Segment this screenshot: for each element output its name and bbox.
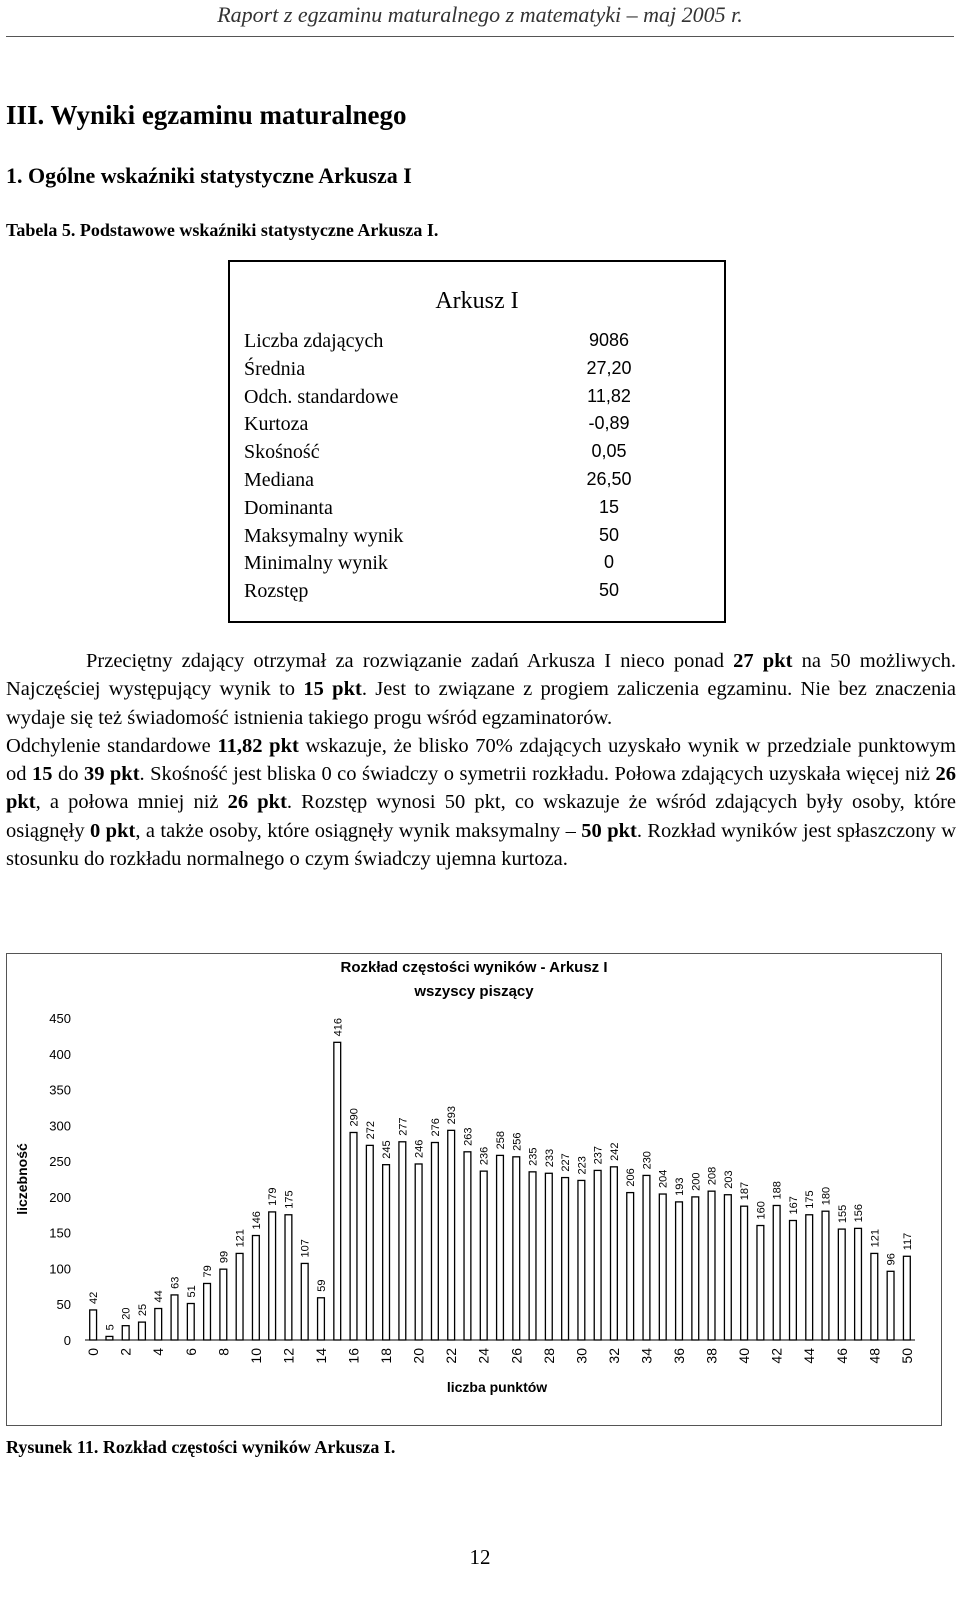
x-tick-label: 20: [410, 1348, 427, 1364]
stat-row: [244, 413, 710, 441]
section-heading: III. Wyniki egzaminu maturalnego: [6, 100, 407, 130]
y-tick-label: 150: [49, 1225, 71, 1241]
y-tick-label: 400: [49, 1046, 71, 1062]
y-tick-label: 200: [49, 1189, 71, 1205]
stat-value: 50: [598, 524, 620, 545]
bar: [708, 1191, 715, 1340]
data-label: 179: [267, 1187, 280, 1206]
x-tick-label: 8: [215, 1348, 232, 1356]
bar: [236, 1253, 243, 1340]
bar: [724, 1195, 731, 1340]
bar: [513, 1157, 520, 1340]
bar: [285, 1215, 292, 1340]
bar: [643, 1175, 650, 1340]
data-label: 256: [511, 1132, 524, 1151]
data-label: 99: [218, 1250, 231, 1264]
bar: [139, 1322, 146, 1340]
stat-label: Odch. standardowe: [244, 385, 399, 408]
x-axis-label: liczba punktów: [446, 1379, 548, 1395]
data-label: 180: [820, 1186, 833, 1206]
text-run: do: [52, 763, 84, 786]
figure-caption: Rysunek 11. Rozkład częstości wyników Arkusza I.: [6, 1437, 396, 1457]
bar: [838, 1229, 845, 1340]
data-label: 44: [153, 1290, 166, 1303]
bar: [773, 1205, 780, 1340]
data-label: 5: [104, 1324, 117, 1331]
chart-title: Rozkład częstości wyników - Arkusz I: [340, 959, 608, 976]
y-tick-label: 250: [49, 1154, 71, 1170]
bar: [871, 1253, 878, 1340]
text-run: , a połowa mniej niż: [35, 791, 228, 814]
x-tick-label: 18: [378, 1348, 395, 1364]
x-tick-label: 38: [703, 1348, 720, 1364]
data-label: 117: [901, 1232, 914, 1251]
y-axis-label: liczebność: [14, 1143, 30, 1215]
bar: [90, 1310, 97, 1340]
text-run: . Rozstęp wynosi 50 pkt, co wskazuje że wśród zdających były osoby, które osiągnęły: [6, 791, 956, 842]
bar: [659, 1194, 666, 1340]
bar: [269, 1212, 276, 1340]
x-tick-label: 28: [540, 1348, 557, 1364]
stat-value: 27,20: [586, 357, 632, 378]
bar: [204, 1283, 211, 1340]
stat-row: [244, 497, 710, 525]
table-title: Arkusz I: [435, 288, 519, 314]
text-run: wskazuje, że blisko 70% zdających uzyskało wynik w przedziale punktowym od: [6, 734, 956, 786]
bold-text: 15 pkt: [303, 678, 362, 701]
bar: [350, 1132, 357, 1340]
bar: [822, 1211, 829, 1340]
x-tick-label: 50: [898, 1348, 915, 1364]
data-label: 188: [771, 1181, 784, 1200]
bar: [252, 1236, 259, 1340]
subsection-heading: 1. Ogólne wskaźniki statystyczne Arkusza I: [6, 163, 412, 188]
stat-label: Rozstęp: [244, 580, 309, 603]
bar: [383, 1165, 390, 1340]
data-label: 121: [869, 1229, 882, 1248]
data-label: 155: [836, 1204, 849, 1224]
running-header: Raport z egzaminu maturalnego z matematyki – maj 2005 r.: [217, 2, 743, 27]
y-tick-label: 450: [49, 1011, 71, 1026]
stat-label: Maksymalny wynik: [244, 524, 404, 547]
stat-value: 11,82: [587, 385, 631, 406]
data-label: 167: [787, 1196, 800, 1215]
stat-label: Skośność: [244, 441, 320, 464]
bold-text: 26 pkt: [227, 791, 287, 814]
data-label: 416: [332, 1017, 345, 1037]
data-label: 42: [88, 1291, 101, 1304]
y-tick-label: 300: [49, 1118, 71, 1134]
data-label: 121: [234, 1229, 247, 1248]
data-label: 233: [543, 1148, 556, 1168]
data-label: 208: [706, 1166, 719, 1186]
text-run: , a także osoby, które osiągnęły wynik maksymalny –: [135, 819, 582, 842]
x-tick-label: 34: [638, 1348, 655, 1364]
x-tick-label: 10: [247, 1348, 264, 1364]
bold-text: 26 pkt: [6, 763, 957, 814]
stat-row: [244, 580, 710, 608]
data-label: 204: [657, 1169, 670, 1189]
text-run: . Jest to związane z progiem zaliczenia egzaminu. Nie bez znaczenia wydaje się też świadomość istnienia takiego progu wśród egzaminatorów.: [6, 678, 956, 729]
x-tick-label: 22: [443, 1348, 460, 1364]
y-tick-label: 350: [49, 1082, 71, 1098]
data-label: 203: [722, 1170, 735, 1189]
header-rule: [6, 36, 954, 37]
stat-value: 15: [598, 496, 620, 517]
stat-row: [244, 552, 710, 580]
x-tick-label: 44: [801, 1348, 818, 1364]
bar: [122, 1326, 129, 1340]
data-label: 156: [853, 1204, 866, 1223]
x-tick-label: 42: [768, 1348, 785, 1364]
bold-text: 0 pkt: [90, 819, 136, 842]
data-label: 25: [136, 1303, 149, 1317]
stat-value: 50: [598, 580, 620, 601]
data-label: 107: [299, 1239, 312, 1258]
stat-row: [244, 330, 710, 358]
frequency-chart: [7, 954, 941, 1425]
paragraph-1: [6, 647, 956, 732]
stat-row: [244, 386, 710, 414]
data-label: 235: [527, 1147, 540, 1166]
x-tick-label: 40: [736, 1348, 753, 1364]
bar: [301, 1263, 308, 1340]
bar: [448, 1130, 455, 1340]
data-label: 277: [397, 1117, 410, 1136]
bar: [318, 1298, 325, 1340]
bold-text: 27 pkt: [733, 650, 793, 672]
stat-label: Liczba zdających: [244, 330, 384, 352]
bold-text: 15: [31, 763, 53, 786]
stat-label: Dominanta: [244, 496, 333, 519]
x-tick-label: 24: [475, 1348, 492, 1364]
bar: [415, 1164, 422, 1340]
stat-value: 26,50: [586, 468, 632, 489]
data-label: 96: [885, 1253, 898, 1266]
data-label: 227: [560, 1153, 573, 1172]
y-tick-label: 100: [49, 1261, 71, 1277]
bar: [106, 1336, 113, 1340]
data-label: 230: [641, 1151, 654, 1170]
stat-label: Minimalny wynik: [244, 552, 388, 575]
text-run: Odchylenie standardowe: [6, 734, 218, 757]
bold-text: 11,82 pkt: [217, 734, 299, 757]
stat-row: [244, 358, 710, 386]
data-label: 63: [169, 1276, 182, 1289]
bar: [855, 1228, 862, 1340]
bar: [171, 1295, 178, 1340]
bar: [480, 1171, 487, 1340]
stat-row: [244, 469, 710, 497]
x-tick-label: 46: [833, 1348, 850, 1364]
stats-rows: [244, 330, 710, 608]
data-label: 246: [413, 1139, 426, 1158]
bar: [155, 1309, 162, 1340]
x-tick-label: 0: [85, 1348, 102, 1356]
stat-value: 0: [603, 552, 614, 573]
data-label: 146: [250, 1211, 263, 1230]
stat-label: Średnia: [244, 357, 306, 380]
bar: [220, 1269, 227, 1340]
y-tick-label: 0: [63, 1333, 71, 1348]
data-label: 160: [755, 1201, 768, 1220]
data-label: 20: [120, 1307, 133, 1320]
data-label: 193: [674, 1177, 687, 1196]
data-label: 187: [739, 1181, 752, 1201]
data-label: 272: [364, 1121, 377, 1140]
bar: [676, 1202, 683, 1340]
bar: [187, 1304, 194, 1340]
x-tick-label: 12: [280, 1348, 297, 1364]
data-label: 200: [690, 1172, 703, 1191]
stat-label: Kurtoza: [244, 413, 309, 436]
paragraph-2: [6, 732, 956, 873]
bold-text: 39 pkt: [83, 763, 140, 786]
stat-value: 0,05: [591, 441, 627, 462]
stats-table: [228, 260, 726, 623]
x-tick-label: 2: [117, 1348, 134, 1356]
data-label: 258: [495, 1131, 507, 1150]
data-label: 79: [202, 1265, 215, 1278]
bar: [627, 1193, 634, 1340]
bold-text: 50 pkt: [581, 819, 637, 842]
x-tick-label: 26: [508, 1348, 525, 1364]
bar: [887, 1271, 894, 1340]
chart-title: wszyscy piszący: [414, 983, 534, 1000]
x-tick-label: 48: [866, 1348, 883, 1364]
x-tick-label: 6: [182, 1348, 199, 1356]
table-caption: Tabela 5. Podstawowe wskaźniki statystyczne Arkusza I.: [6, 220, 439, 240]
data-label: 242: [608, 1142, 621, 1161]
chart-frame: [6, 953, 942, 1426]
data-label: 276: [429, 1118, 442, 1137]
data-label: 223: [576, 1156, 589, 1175]
data-label: 206: [625, 1168, 638, 1187]
text-run: na 50 możliwych. Najczęściej występujący wynik to: [6, 650, 956, 701]
bar: [757, 1226, 764, 1340]
bar: [806, 1215, 813, 1340]
data-label: 245: [381, 1140, 394, 1159]
stat-label: Mediana: [244, 468, 314, 491]
bar: [431, 1143, 438, 1340]
bar: [529, 1172, 536, 1340]
data-label: 237: [592, 1146, 605, 1165]
y-tick-label: 50: [56, 1297, 71, 1313]
data-label: 263: [462, 1127, 475, 1146]
bar: [464, 1152, 471, 1340]
data-label: 290: [348, 1108, 361, 1127]
bar: [692, 1197, 699, 1340]
stat-row: [244, 525, 710, 553]
bar: [562, 1178, 569, 1340]
x-tick-label: 16: [345, 1348, 362, 1364]
bar: [399, 1142, 406, 1340]
x-tick-label: 30: [573, 1348, 590, 1364]
x-tick-label: 14: [312, 1348, 329, 1364]
data-label: 175: [283, 1190, 296, 1209]
page-number: 12: [469, 1545, 491, 1569]
bar: [741, 1206, 748, 1340]
data-label: 51: [185, 1285, 198, 1298]
x-tick-label: 36: [671, 1348, 688, 1364]
x-tick-label: 4: [150, 1348, 167, 1356]
bar: [545, 1173, 552, 1340]
body-text: [6, 647, 956, 873]
bar: [903, 1256, 910, 1340]
bar: [497, 1155, 504, 1340]
bar: [578, 1180, 585, 1340]
text-run: Przeciętny zdający otrzymał za rozwiązanie zadań Arkusza I nieco ponad: [86, 650, 734, 672]
data-label: 293: [446, 1105, 459, 1125]
stat-value: 9086: [588, 330, 630, 350]
stat-row: [244, 441, 710, 469]
x-tick-label: 32: [605, 1348, 622, 1364]
text-run: . Rozkład wyników jest spłaszczony w stosunku do rozkładu normalnego o czym świadczy ujemna kurtoza.: [6, 819, 957, 871]
bar: [790, 1221, 797, 1340]
data-label: 175: [804, 1190, 817, 1209]
data-label: 236: [478, 1146, 491, 1166]
stat-value: -0,89: [588, 413, 630, 434]
text-run: . Skośność jest bliska 0 co świadczy o symetrii rozkładu. Połowa zdających uzyskała więcej niż: [139, 763, 936, 786]
data-label: 59: [315, 1279, 328, 1292]
bar: [366, 1145, 373, 1340]
bar: [334, 1042, 341, 1340]
bar: [594, 1170, 601, 1340]
bar: [611, 1167, 618, 1340]
